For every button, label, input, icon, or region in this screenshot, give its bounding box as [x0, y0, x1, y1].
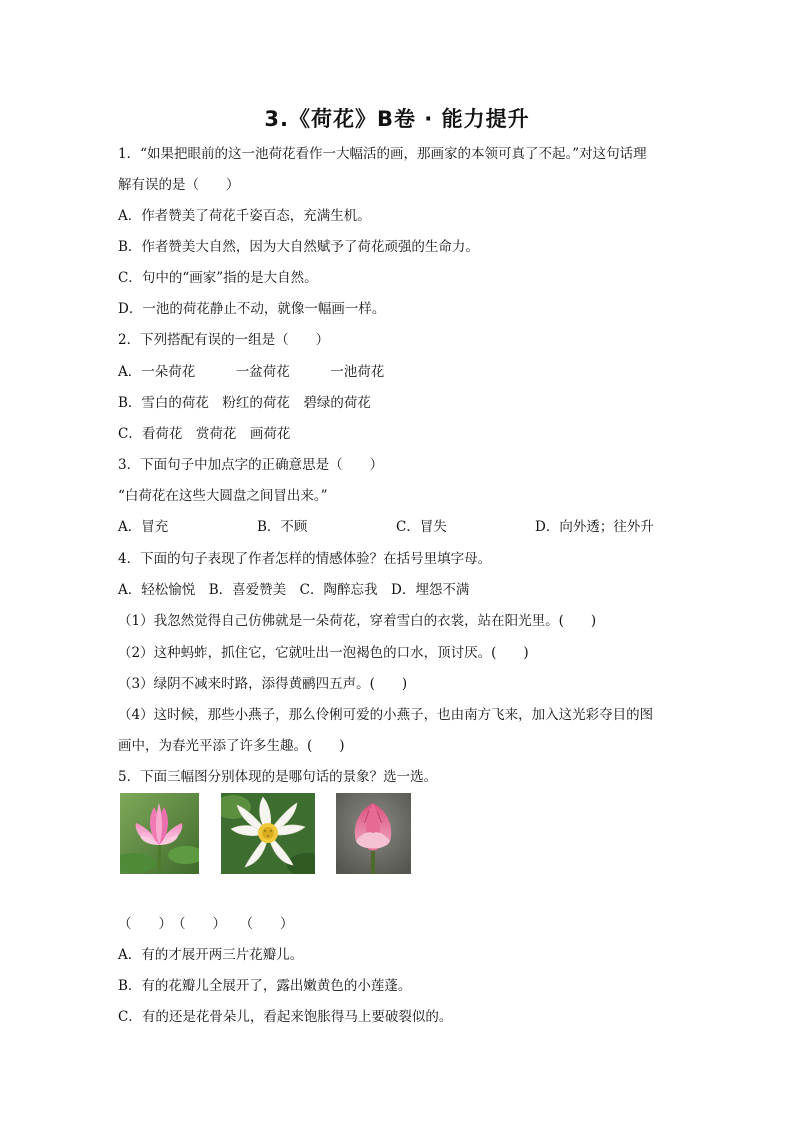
q4-item-4-line2: 画中，为春光平添了许多生趣。( ) — [118, 738, 345, 754]
q3-option-a: A．冒充 — [118, 519, 169, 535]
q4-choices: A．轻松愉悦 B．喜爱赞美 C．陶醉忘我 D．埋怨不满 — [118, 582, 470, 598]
q5-option-c: C．有的还是花骨朵儿，看起来饱胀得马上要破裂似的。 — [118, 1009, 453, 1025]
q2-option-b: B．雪白的荷花 粉红的荷花 碧绿的荷花 — [118, 395, 371, 411]
q5-stem: 5．下面三幅图分别体现的是哪句话的景象？选一选。 — [118, 769, 438, 785]
lotus-image-open-pink — [120, 793, 199, 874]
q1-stem-line2: 解有误的是（ ） — [118, 177, 240, 193]
q3-quote: “白荷花在这些大圆盘之间冒出来。” — [118, 488, 328, 504]
q3-option-c: C．冒失 — [396, 519, 447, 535]
q5-option-b: B．有的花瓣儿全展开了，露出嫩黄色的小莲蓬。 — [118, 978, 412, 994]
q1-option-c: C．句中的“画家”指的是大自然。 — [118, 270, 318, 286]
q1-option-a: A．作者赞美了荷花千姿百态，充满生机。 — [118, 208, 371, 224]
q4-item-4-line1: （4）这时候，那些小燕子，那么伶俐可爱的小燕子，也由南方飞来，加入这光彩夺目的图 — [118, 707, 654, 723]
q4-stem: 4．下面的句子表现了作者怎样的情感体验？在括号里填字母。 — [118, 551, 492, 567]
q1-option-b: B．作者赞美大自然，因为大自然赋予了荷花顽强的生命力。 — [118, 239, 479, 255]
q1-stem-line1: 1．“如果把眼前的这一池荷花看作一大幅活的画，那画家的本领可真了不起。”对这句话理 — [118, 146, 647, 162]
lotus-image-white-seedpod — [221, 793, 315, 874]
lotus-image-bud — [336, 793, 411, 874]
q2-option-c: C．看荷花 赏荷花 画荷花 — [118, 426, 291, 442]
q4-item-3: （3）绿阴不减来时路，添得黄鹂四五声。( ) — [118, 676, 408, 692]
q3-stem: 3．下面句子中加点字的正确意思是（ ） — [118, 457, 384, 473]
q2-stem: 2．下列搭配有误的一组是（ ） — [118, 332, 330, 348]
q5-answer-blanks: （ ） （ ） （ ） — [118, 916, 294, 932]
page-title: 3.《荷花》B卷 · 能力提升 — [264, 107, 530, 131]
q5-option-a: A．有的才展开两三片花瓣儿。 — [118, 947, 304, 963]
q3-option-d: D．向外透；往外升 — [535, 519, 654, 535]
q1-option-d: D．一池的荷花静止不动，就像一幅画一样。 — [118, 301, 386, 317]
q3-option-b: B．不顾 — [257, 519, 308, 535]
q2-option-a: A．一朵荷花 一盆荷花 一池荷花 — [118, 364, 385, 380]
q4-item-2: （2）这种蚂蚱，抓住它，它就吐出一泡褐色的口水，顶讨厌。( ) — [118, 645, 529, 661]
q4-item-1: （1）我忽然觉得自己仿佛就是一朵荷花，穿着雪白的衣裳，站在阳光里。( ) — [118, 613, 597, 629]
